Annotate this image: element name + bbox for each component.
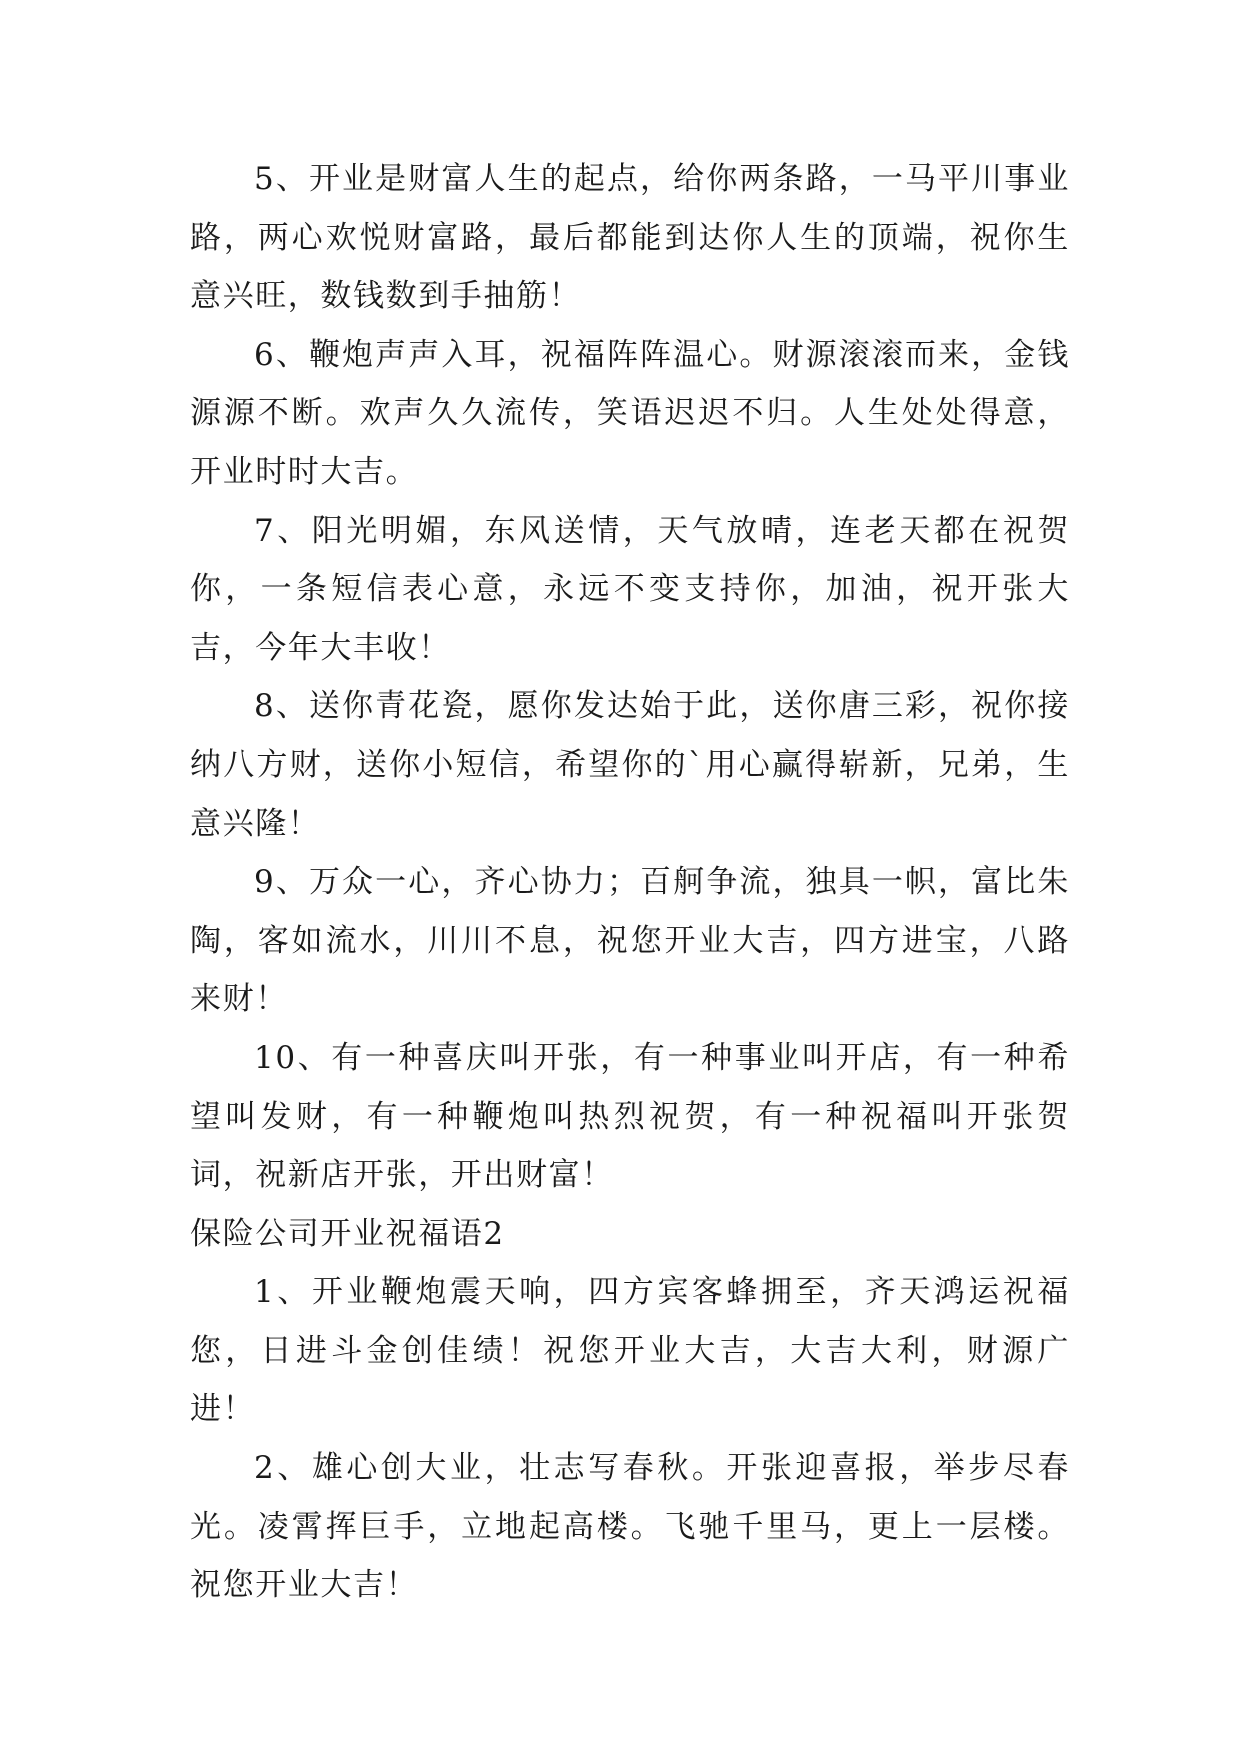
paragraph-item-10: 10、有一种喜庆叫开张，有一种事业叫开店，有一种希望叫发财，有一种鞭炮叫热烈祝贺，有一种祝福叫开张贺词，祝新店开张，开出财富！ [190,1039,1070,1194]
section-heading: 保险公司开业祝福语2 [190,1215,505,1252]
paragraph-item-9: 9、万众一心，齐心协力；百舸争流，独具一帜，富比朱陶，客如流水，川川不息，祝您开业大吉，四方进宝，八路来财！ [190,864,1070,1018]
paragraph-item-2: 2、雄心创大业，壮志写春秋。开张迎喜报，举步尽春光。凌霄挥巨手，立地起高楼。飞驰千里马，更上一层楼。祝您开业大吉！ [190,1450,1070,1604]
paragraph-item-7: 7、阳光明媚，东风送情，天气放晴，连老天都在祝贺你，一条短信表心意，永远不变支持你，加油，祝开张大吉，今年大丰收！ [190,512,1070,666]
paragraph-item-6: 6、鞭炮声声入耳，祝福阵阵温心。财源滚滚而来，金钱源源不断。欢声久久流传，笑语迟迟不归。人生处处得意，开业时时大吉。 [190,336,1070,490]
paragraph-item-8: 8、送你青花瓷，愿你发达始于此，送你唐三彩，祝你接纳八方财，送你小短信，希望你的`用心赢得崭新，兄弟，生意兴隆！ [190,688,1070,842]
paragraph-item-1: 1、开业鞭炮震天响，四方宾客蜂拥至，齐天鸿运祝福您，日进斗金创佳绩！祝您开业大吉，大吉大利，财源广进！ [190,1274,1070,1428]
paragraph-item-5: 5、开业是财富人生的起点，给你两条路，一马平川事业路，两心欢悦财富路，最后都能到达你人生的顶端，祝你生意兴旺，数钱数到手抽筋！ [190,161,1070,315]
document-body [190,150,1070,1615]
